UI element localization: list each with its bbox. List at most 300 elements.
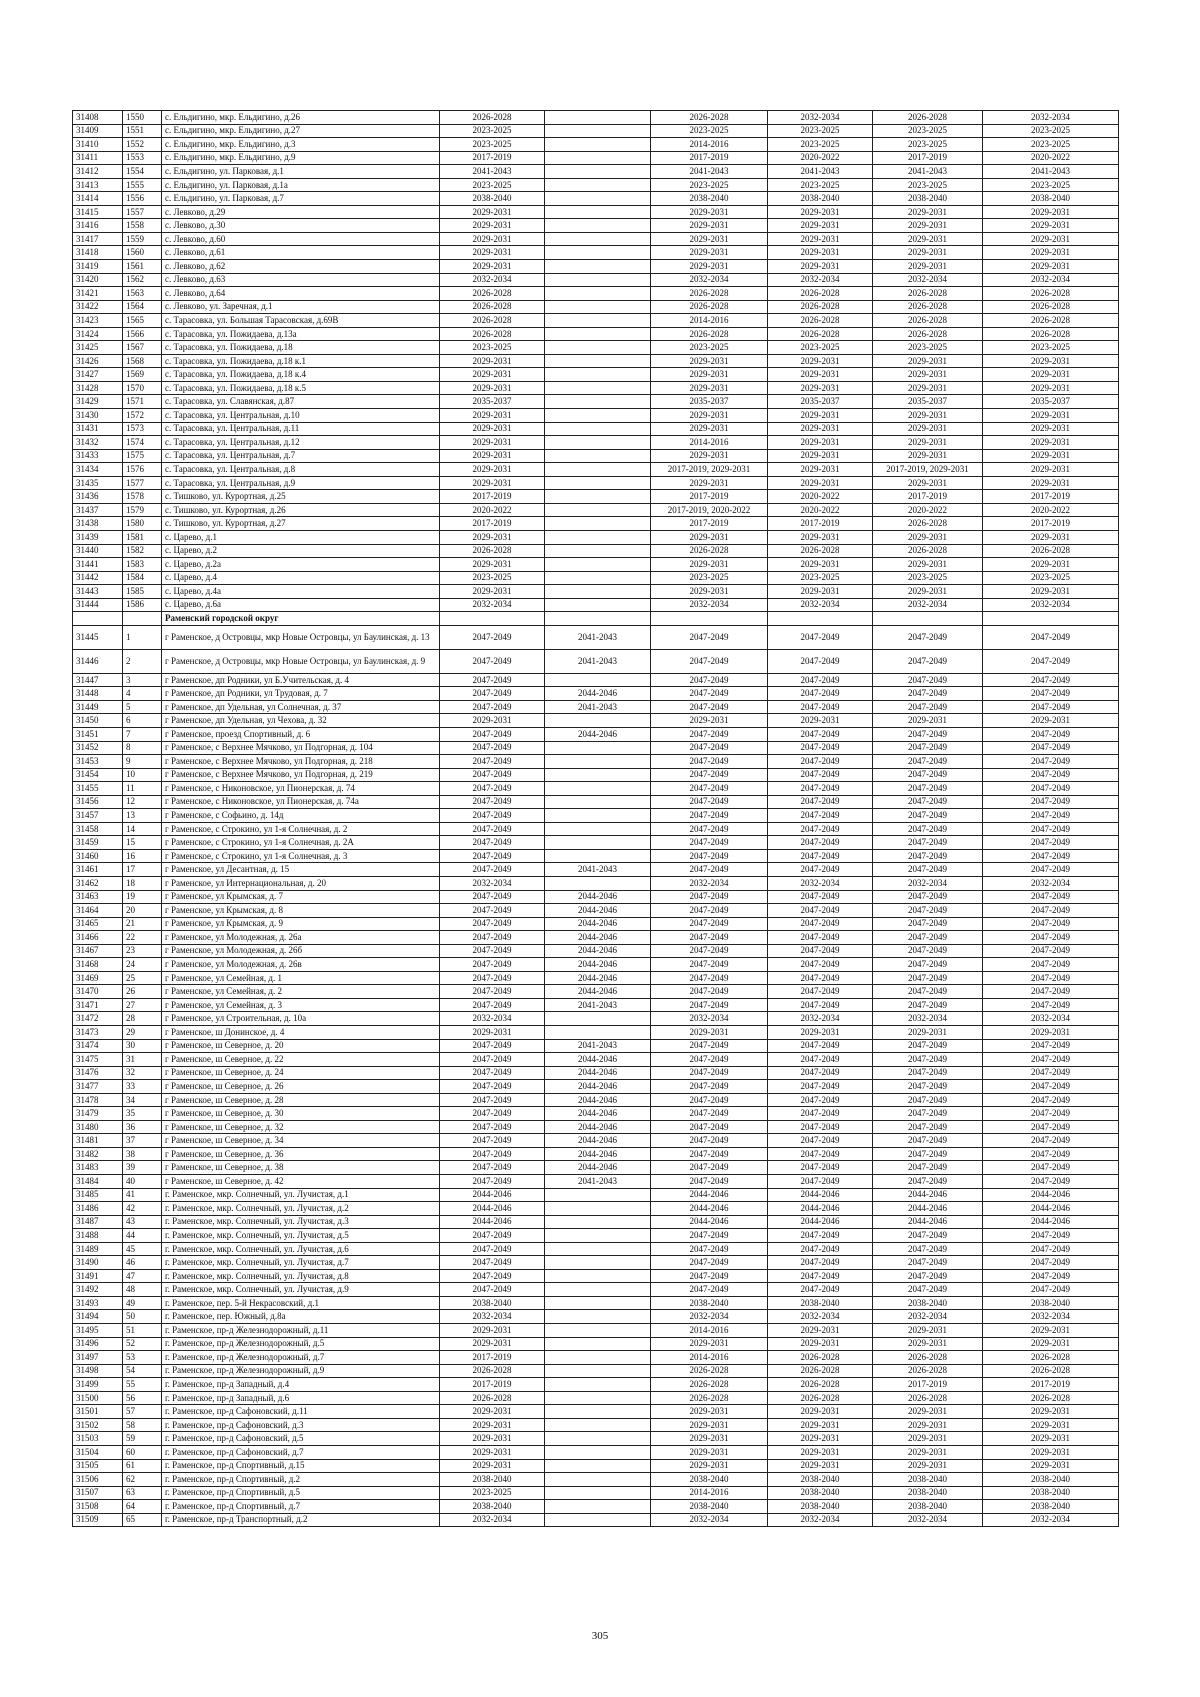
period-cell	[545, 111, 651, 125]
period-cell: 2017-2019	[983, 517, 1119, 531]
row-num-cell: 1586	[123, 598, 162, 612]
period-cell: 2038-2040	[440, 192, 545, 206]
period-cell: 2047-2049	[983, 1161, 1119, 1175]
row-num-cell: 7	[123, 727, 162, 741]
row-num-cell: 8	[123, 741, 162, 755]
period-cell: 2044-2046	[545, 958, 651, 972]
row-id-cell: 31500	[73, 1391, 123, 1405]
period-cell: 2038-2040	[983, 1486, 1119, 1500]
period-cell: 2026-2028	[873, 300, 983, 314]
period-cell: 2029-2031	[983, 558, 1119, 572]
row-id-cell: 31462	[73, 876, 123, 890]
period-cell	[545, 673, 651, 687]
address-cell: г. Раменское, пр-д Спортивный, д.5	[162, 1486, 440, 1500]
period-cell: 2029-2031	[983, 219, 1119, 233]
period-cell: 2047-2049	[440, 1134, 545, 1148]
period-cell: 2047-2049	[768, 1256, 873, 1270]
period-cell: 2047-2049	[873, 1256, 983, 1270]
period-cell: 2017-2019	[651, 151, 768, 165]
period-cell: 2032-2034	[651, 273, 768, 287]
period-cell: 2026-2028	[983, 287, 1119, 301]
row-num-cell: 44	[123, 1229, 162, 1243]
period-cell: 2047-2049	[983, 1175, 1119, 1189]
period-cell: 2023-2025	[768, 178, 873, 192]
period-cell: 2029-2031	[873, 422, 983, 436]
row-id-cell: 31497	[73, 1351, 123, 1365]
row-num-cell: 1581	[123, 530, 162, 544]
period-cell: 2032-2034	[440, 876, 545, 890]
address-cell: с. Левково, д.63	[162, 273, 440, 287]
period-cell: 2047-2049	[983, 863, 1119, 877]
period-cell	[545, 1026, 651, 1040]
period-cell: 2038-2040	[983, 192, 1119, 206]
period-cell: 2029-2031	[983, 205, 1119, 219]
row-num-cell: 28	[123, 1012, 162, 1026]
period-cell: 2023-2025	[983, 178, 1119, 192]
row-id-cell: 31474	[73, 1039, 123, 1053]
row-id-cell: 31451	[73, 727, 123, 741]
address-cell: г Раменское, ш Северное, д. 22	[162, 1053, 440, 1067]
row-num-cell: 56	[123, 1391, 162, 1405]
period-cell: 2047-2049	[768, 1229, 873, 1243]
period-cell: 2029-2031	[651, 476, 768, 490]
table-row	[73, 192, 1119, 206]
period-cell: 2023-2025	[983, 138, 1119, 152]
period-cell: 2047-2049	[983, 741, 1119, 755]
address-cell: с. Царево, д.4а	[162, 585, 440, 599]
period-cell: 2047-2049	[983, 755, 1119, 769]
row-num-cell: 1555	[123, 178, 162, 192]
period-cell: 2032-2034	[651, 598, 768, 612]
period-cell: 2047-2049	[768, 849, 873, 863]
address-cell: г Раменское, с Никоновское, ул Пионерская, д. 74а	[162, 795, 440, 809]
period-cell	[545, 436, 651, 450]
period-cell: 2029-2031	[873, 1418, 983, 1432]
row-id-cell: 31453	[73, 755, 123, 769]
period-cell: 2029-2031	[440, 232, 545, 246]
period-cell	[545, 755, 651, 769]
period-cell: 2047-2049	[440, 755, 545, 769]
table-row	[73, 836, 1119, 850]
row-num-cell: 1574	[123, 436, 162, 450]
row-num-cell: 22	[123, 931, 162, 945]
period-cell: 2047-2049	[983, 1147, 1119, 1161]
period-cell: 2026-2028	[768, 327, 873, 341]
period-cell: 2029-2031	[440, 558, 545, 572]
period-cell: 2029-2031	[873, 219, 983, 233]
period-cell: 2047-2049	[873, 1269, 983, 1283]
row-num-cell: 37	[123, 1134, 162, 1148]
period-cell: 2029-2031	[440, 1432, 545, 1446]
period-cell	[545, 1351, 651, 1365]
row-num-cell: 58	[123, 1418, 162, 1432]
row-num-cell: 11	[123, 782, 162, 796]
period-cell: 2032-2034	[440, 273, 545, 287]
table-row	[73, 1432, 1119, 1446]
period-cell: 2032-2034	[873, 273, 983, 287]
period-cell: 2047-2049	[440, 741, 545, 755]
row-id-cell: 31492	[73, 1283, 123, 1297]
row-num-cell: 1	[123, 625, 162, 649]
period-cell	[545, 178, 651, 192]
period-cell	[545, 544, 651, 558]
period-cell: 2029-2031	[768, 354, 873, 368]
table-row	[73, 354, 1119, 368]
period-cell: 2044-2046	[545, 1147, 651, 1161]
table-row	[73, 219, 1119, 233]
period-cell: 2029-2031	[983, 530, 1119, 544]
address-cell: с. Ельдигино, мкр. Ельдигино, д.3	[162, 138, 440, 152]
address-cell: г. Раменское, мкр. Солнечный, ул. Лучистая, д.6	[162, 1242, 440, 1256]
period-cell: 2044-2046	[545, 1093, 651, 1107]
period-cell: 2017-2019	[873, 1378, 983, 1392]
period-cell: 2026-2028	[983, 314, 1119, 328]
period-cell: 2047-2049	[440, 782, 545, 796]
row-id-cell: 31413	[73, 178, 123, 192]
address-cell: г Раменское, д Островцы, мкр Новые Островцы, ул Баулинская, д. 13	[162, 625, 440, 649]
period-cell: 2047-2049	[440, 917, 545, 931]
period-cell: 2047-2049	[983, 985, 1119, 999]
period-cell: 2047-2049	[768, 755, 873, 769]
table-row	[73, 958, 1119, 972]
period-cell: 2026-2028	[768, 300, 873, 314]
table-row	[73, 205, 1119, 219]
period-cell	[545, 741, 651, 755]
period-cell: 2047-2049	[873, 917, 983, 931]
address-cell: г. Раменское, мкр. Солнечный, ул. Лучистая, д.3	[162, 1215, 440, 1229]
row-num-cell: 1583	[123, 558, 162, 572]
table-row	[73, 503, 1119, 517]
period-cell: 2029-2031	[768, 260, 873, 274]
period-cell: 2023-2025	[768, 571, 873, 585]
period-cell: 2038-2040	[440, 1473, 545, 1487]
period-cell: 2029-2031	[873, 246, 983, 260]
period-cell: 2047-2049	[651, 1269, 768, 1283]
period-cell	[545, 598, 651, 612]
row-num-cell: 63	[123, 1486, 162, 1500]
period-cell: 2029-2031	[440, 368, 545, 382]
period-cell: 2023-2025	[768, 138, 873, 152]
period-cell: 2047-2049	[983, 1107, 1119, 1121]
period-cell: 2047-2049	[983, 917, 1119, 931]
address-cell: г Раменское, ул Семейная, д. 2	[162, 985, 440, 999]
row-num-cell: 61	[123, 1459, 162, 1473]
address-cell: г. Раменское, пр-д Железнодорожный, д.5	[162, 1337, 440, 1351]
period-cell: 2029-2031	[651, 1445, 768, 1459]
period-cell: 2035-2037	[440, 395, 545, 409]
table-row	[73, 768, 1119, 782]
period-cell: 2047-2049	[768, 944, 873, 958]
period-cell: 2047-2049	[983, 687, 1119, 701]
period-cell: 2029-2031	[983, 368, 1119, 382]
row-num-cell: 1565	[123, 314, 162, 328]
period-cell: 2029-2031	[983, 381, 1119, 395]
row-id-cell: 31448	[73, 687, 123, 701]
period-cell: 2041-2043	[651, 165, 768, 179]
table-row	[73, 998, 1119, 1012]
table-row	[73, 1053, 1119, 1067]
period-cell: 2047-2049	[768, 890, 873, 904]
row-id-cell: 31499	[73, 1378, 123, 1392]
row-id-cell: 31421	[73, 287, 123, 301]
period-cell: 2047-2049	[651, 958, 768, 972]
period-cell: 2041-2043	[545, 1175, 651, 1189]
table-row	[73, 165, 1119, 179]
row-id-cell: 31411	[73, 151, 123, 165]
period-cell: 2047-2049	[983, 931, 1119, 945]
period-cell: 2044-2046	[651, 1202, 768, 1216]
period-cell: 2032-2034	[983, 273, 1119, 287]
table-row	[73, 1337, 1119, 1351]
table-row	[73, 260, 1119, 274]
period-cell	[545, 1202, 651, 1216]
row-num-cell: 12	[123, 795, 162, 809]
row-id-cell: 31473	[73, 1026, 123, 1040]
table-row	[73, 544, 1119, 558]
period-cell: 2047-2049	[440, 904, 545, 918]
period-cell	[545, 463, 651, 477]
period-cell: 2038-2040	[768, 1473, 873, 1487]
period-cell: 2044-2046	[873, 1188, 983, 1202]
period-cell: 2047-2049	[768, 985, 873, 999]
period-cell: 2041-2043	[545, 625, 651, 649]
row-num-cell: 65	[123, 1513, 162, 1527]
period-cell: 2029-2031	[440, 1418, 545, 1432]
period-cell: 2023-2025	[873, 571, 983, 585]
address-cell: г Раменское, с Верхнее Мячково, ул Подгорная, д. 219	[162, 768, 440, 782]
row-num-cell: 1572	[123, 409, 162, 423]
period-cell: 2044-2046	[651, 1188, 768, 1202]
period-cell: 2047-2049	[983, 782, 1119, 796]
row-num-cell: 1554	[123, 165, 162, 179]
period-cell	[545, 558, 651, 572]
table-row	[73, 971, 1119, 985]
row-id-cell: 31436	[73, 490, 123, 504]
period-cell	[545, 232, 651, 246]
row-id-cell: 31509	[73, 1513, 123, 1527]
period-cell: 2029-2031	[983, 1432, 1119, 1446]
period-cell: 2029-2031	[873, 260, 983, 274]
period-cell: 2029-2031	[768, 1432, 873, 1446]
period-cell	[545, 1500, 651, 1514]
table-row	[73, 585, 1119, 599]
period-cell: 2044-2046	[545, 1134, 651, 1148]
period-cell: 2029-2031	[768, 422, 873, 436]
table-row	[73, 314, 1119, 328]
address-cell: г Раменское, ул Семейная, д. 1	[162, 971, 440, 985]
period-cell: 2035-2037	[768, 395, 873, 409]
table-row	[73, 795, 1119, 809]
period-cell	[545, 1378, 651, 1392]
period-cell: 2047-2049	[440, 809, 545, 823]
period-cell: 2029-2031	[440, 476, 545, 490]
period-cell: 2047-2049	[873, 768, 983, 782]
period-cell: 2029-2031	[651, 354, 768, 368]
period-cell: 2026-2028	[983, 1364, 1119, 1378]
period-cell: 2029-2031	[768, 1418, 873, 1432]
period-cell: 2044-2046	[545, 1080, 651, 1094]
period-cell: 2029-2031	[983, 422, 1119, 436]
address-cell: с. Царево, д.2	[162, 544, 440, 558]
period-cell	[545, 836, 651, 850]
period-cell	[545, 124, 651, 138]
address-cell: г. Раменское, пр-д Западный, д.6	[162, 1391, 440, 1405]
period-cell: 2047-2049	[651, 1039, 768, 1053]
row-num-cell: 45	[123, 1242, 162, 1256]
period-cell: 2014-2016	[651, 1351, 768, 1365]
address-cell: с. Левково, д.30	[162, 219, 440, 233]
address-cell: с. Ельдигино, ул. Парковая, д.1	[162, 165, 440, 179]
row-id-cell: 31478	[73, 1093, 123, 1107]
address-cell: г Раменское, с Верхнее Мячково, ул Подгорная, д. 104	[162, 741, 440, 755]
row-id-cell: 31438	[73, 517, 123, 531]
period-cell: 2032-2034	[768, 876, 873, 890]
period-cell: 2026-2028	[873, 111, 983, 125]
period-cell: 2041-2043	[983, 165, 1119, 179]
row-id-cell: 31419	[73, 260, 123, 274]
table-row	[73, 931, 1119, 945]
row-num-cell: 55	[123, 1378, 162, 1392]
row-num-cell: 10	[123, 768, 162, 782]
period-cell: 2017-2019	[983, 490, 1119, 504]
row-id-cell: 31432	[73, 436, 123, 450]
period-cell: 2029-2031	[651, 1026, 768, 1040]
table-row	[73, 273, 1119, 287]
row-id-cell: 31508	[73, 1500, 123, 1514]
period-cell: 2038-2040	[873, 1500, 983, 1514]
period-cell: 2047-2049	[651, 687, 768, 701]
period-cell	[545, 1256, 651, 1270]
period-cell	[545, 1432, 651, 1446]
period-cell: 2020-2022	[768, 503, 873, 517]
period-cell: 2047-2049	[768, 1120, 873, 1134]
period-cell: 2026-2028	[873, 287, 983, 301]
period-cell: 2047-2049	[983, 904, 1119, 918]
period-cell: 2047-2049	[440, 1229, 545, 1243]
period-cell: 2041-2043	[545, 649, 651, 673]
address-cell: с. Тишково, ул. Курортная, д.27	[162, 517, 440, 531]
row-num-cell: 31	[123, 1053, 162, 1067]
table-row	[73, 178, 1119, 192]
period-cell: 2047-2049	[873, 1175, 983, 1189]
period-cell: 2047-2049	[873, 836, 983, 850]
period-cell: 2026-2028	[651, 1364, 768, 1378]
period-cell: 2029-2031	[983, 1459, 1119, 1473]
period-cell: 2044-2046	[545, 904, 651, 918]
period-cell: 2044-2046	[983, 1215, 1119, 1229]
table-row	[73, 1283, 1119, 1297]
address-cell: г Раменское, ш Северное, д. 24	[162, 1066, 440, 1080]
table-row	[73, 1269, 1119, 1283]
period-cell: 2017-2019	[768, 517, 873, 531]
row-num-cell: 64	[123, 1500, 162, 1514]
table-row	[73, 1120, 1119, 1134]
row-num-cell: 59	[123, 1432, 162, 1446]
period-cell: 2047-2049	[768, 1107, 873, 1121]
period-cell: 2029-2031	[768, 1405, 873, 1419]
period-cell	[545, 1391, 651, 1405]
row-id-cell: 31471	[73, 998, 123, 1012]
period-cell: 2047-2049	[651, 700, 768, 714]
period-cell: 2014-2016	[651, 314, 768, 328]
period-cell: 2047-2049	[651, 863, 768, 877]
period-cell: 2047-2049	[983, 1053, 1119, 1067]
period-cell: 2047-2049	[768, 673, 873, 687]
table-row	[73, 1161, 1119, 1175]
period-cell: 2026-2028	[440, 287, 545, 301]
period-cell: 2047-2049	[440, 1269, 545, 1283]
period-cell	[545, 1269, 651, 1283]
period-cell	[545, 782, 651, 796]
table-row	[73, 1310, 1119, 1324]
period-cell: 2029-2031	[983, 1418, 1119, 1432]
row-num-cell: 13	[123, 809, 162, 823]
period-cell: 2047-2049	[983, 822, 1119, 836]
period-cell: 2026-2028	[873, 517, 983, 531]
period-cell: 2032-2034	[768, 111, 873, 125]
row-num-cell: 1580	[123, 517, 162, 531]
period-cell	[545, 273, 651, 287]
row-num-cell: 25	[123, 971, 162, 985]
row-id-cell: 31464	[73, 904, 123, 918]
period-cell: 2047-2049	[440, 958, 545, 972]
row-num-cell: 3	[123, 673, 162, 687]
row-num-cell: 1584	[123, 571, 162, 585]
period-cell: 2029-2031	[651, 1405, 768, 1419]
period-cell: 2047-2049	[768, 768, 873, 782]
row-id-cell: 31505	[73, 1459, 123, 1473]
period-cell: 2032-2034	[983, 1012, 1119, 1026]
period-cell: 2029-2031	[440, 260, 545, 274]
period-cell: 2029-2031	[983, 463, 1119, 477]
table-row	[73, 111, 1119, 125]
period-cell: 2029-2031	[768, 449, 873, 463]
period-cell: 2047-2049	[983, 998, 1119, 1012]
table-row	[73, 1242, 1119, 1256]
period-cell: 2047-2049	[651, 809, 768, 823]
period-cell: 2047-2049	[768, 700, 873, 714]
row-id-cell: 31480	[73, 1120, 123, 1134]
row-id-cell: 31455	[73, 782, 123, 796]
row-num-cell: 1568	[123, 354, 162, 368]
period-cell: 2047-2049	[651, 782, 768, 796]
row-num-cell: 1550	[123, 111, 162, 125]
row-num-cell: 14	[123, 822, 162, 836]
period-cell: 2047-2049	[440, 700, 545, 714]
period-cell: 2020-2022	[983, 503, 1119, 517]
address-cell: г. Раменское, мкр. Солнечный, ул. Лучистая, д.9	[162, 1283, 440, 1297]
period-cell: 2026-2028	[768, 1378, 873, 1392]
address-cell: г. Раменское, пер. 5-й Некрасовский, д.1	[162, 1296, 440, 1310]
address-cell: с. Левково, д.64	[162, 287, 440, 301]
period-cell: 2047-2049	[983, 795, 1119, 809]
table-row	[73, 232, 1119, 246]
row-id-cell: 31434	[73, 463, 123, 477]
period-cell: 2029-2031	[768, 1324, 873, 1338]
period-cell	[545, 1296, 651, 1310]
table-row	[73, 1391, 1119, 1405]
period-cell	[545, 809, 651, 823]
table-row	[73, 1500, 1119, 1514]
row-num-cell: 1567	[123, 341, 162, 355]
period-cell: 2032-2034	[873, 876, 983, 890]
period-cell: 2017-2019	[440, 1378, 545, 1392]
table-row	[73, 849, 1119, 863]
period-cell: 2032-2034	[768, 1513, 873, 1527]
period-cell: 2038-2040	[873, 1296, 983, 1310]
period-cell: 2047-2049	[873, 890, 983, 904]
period-cell: 2029-2031	[440, 1405, 545, 1419]
